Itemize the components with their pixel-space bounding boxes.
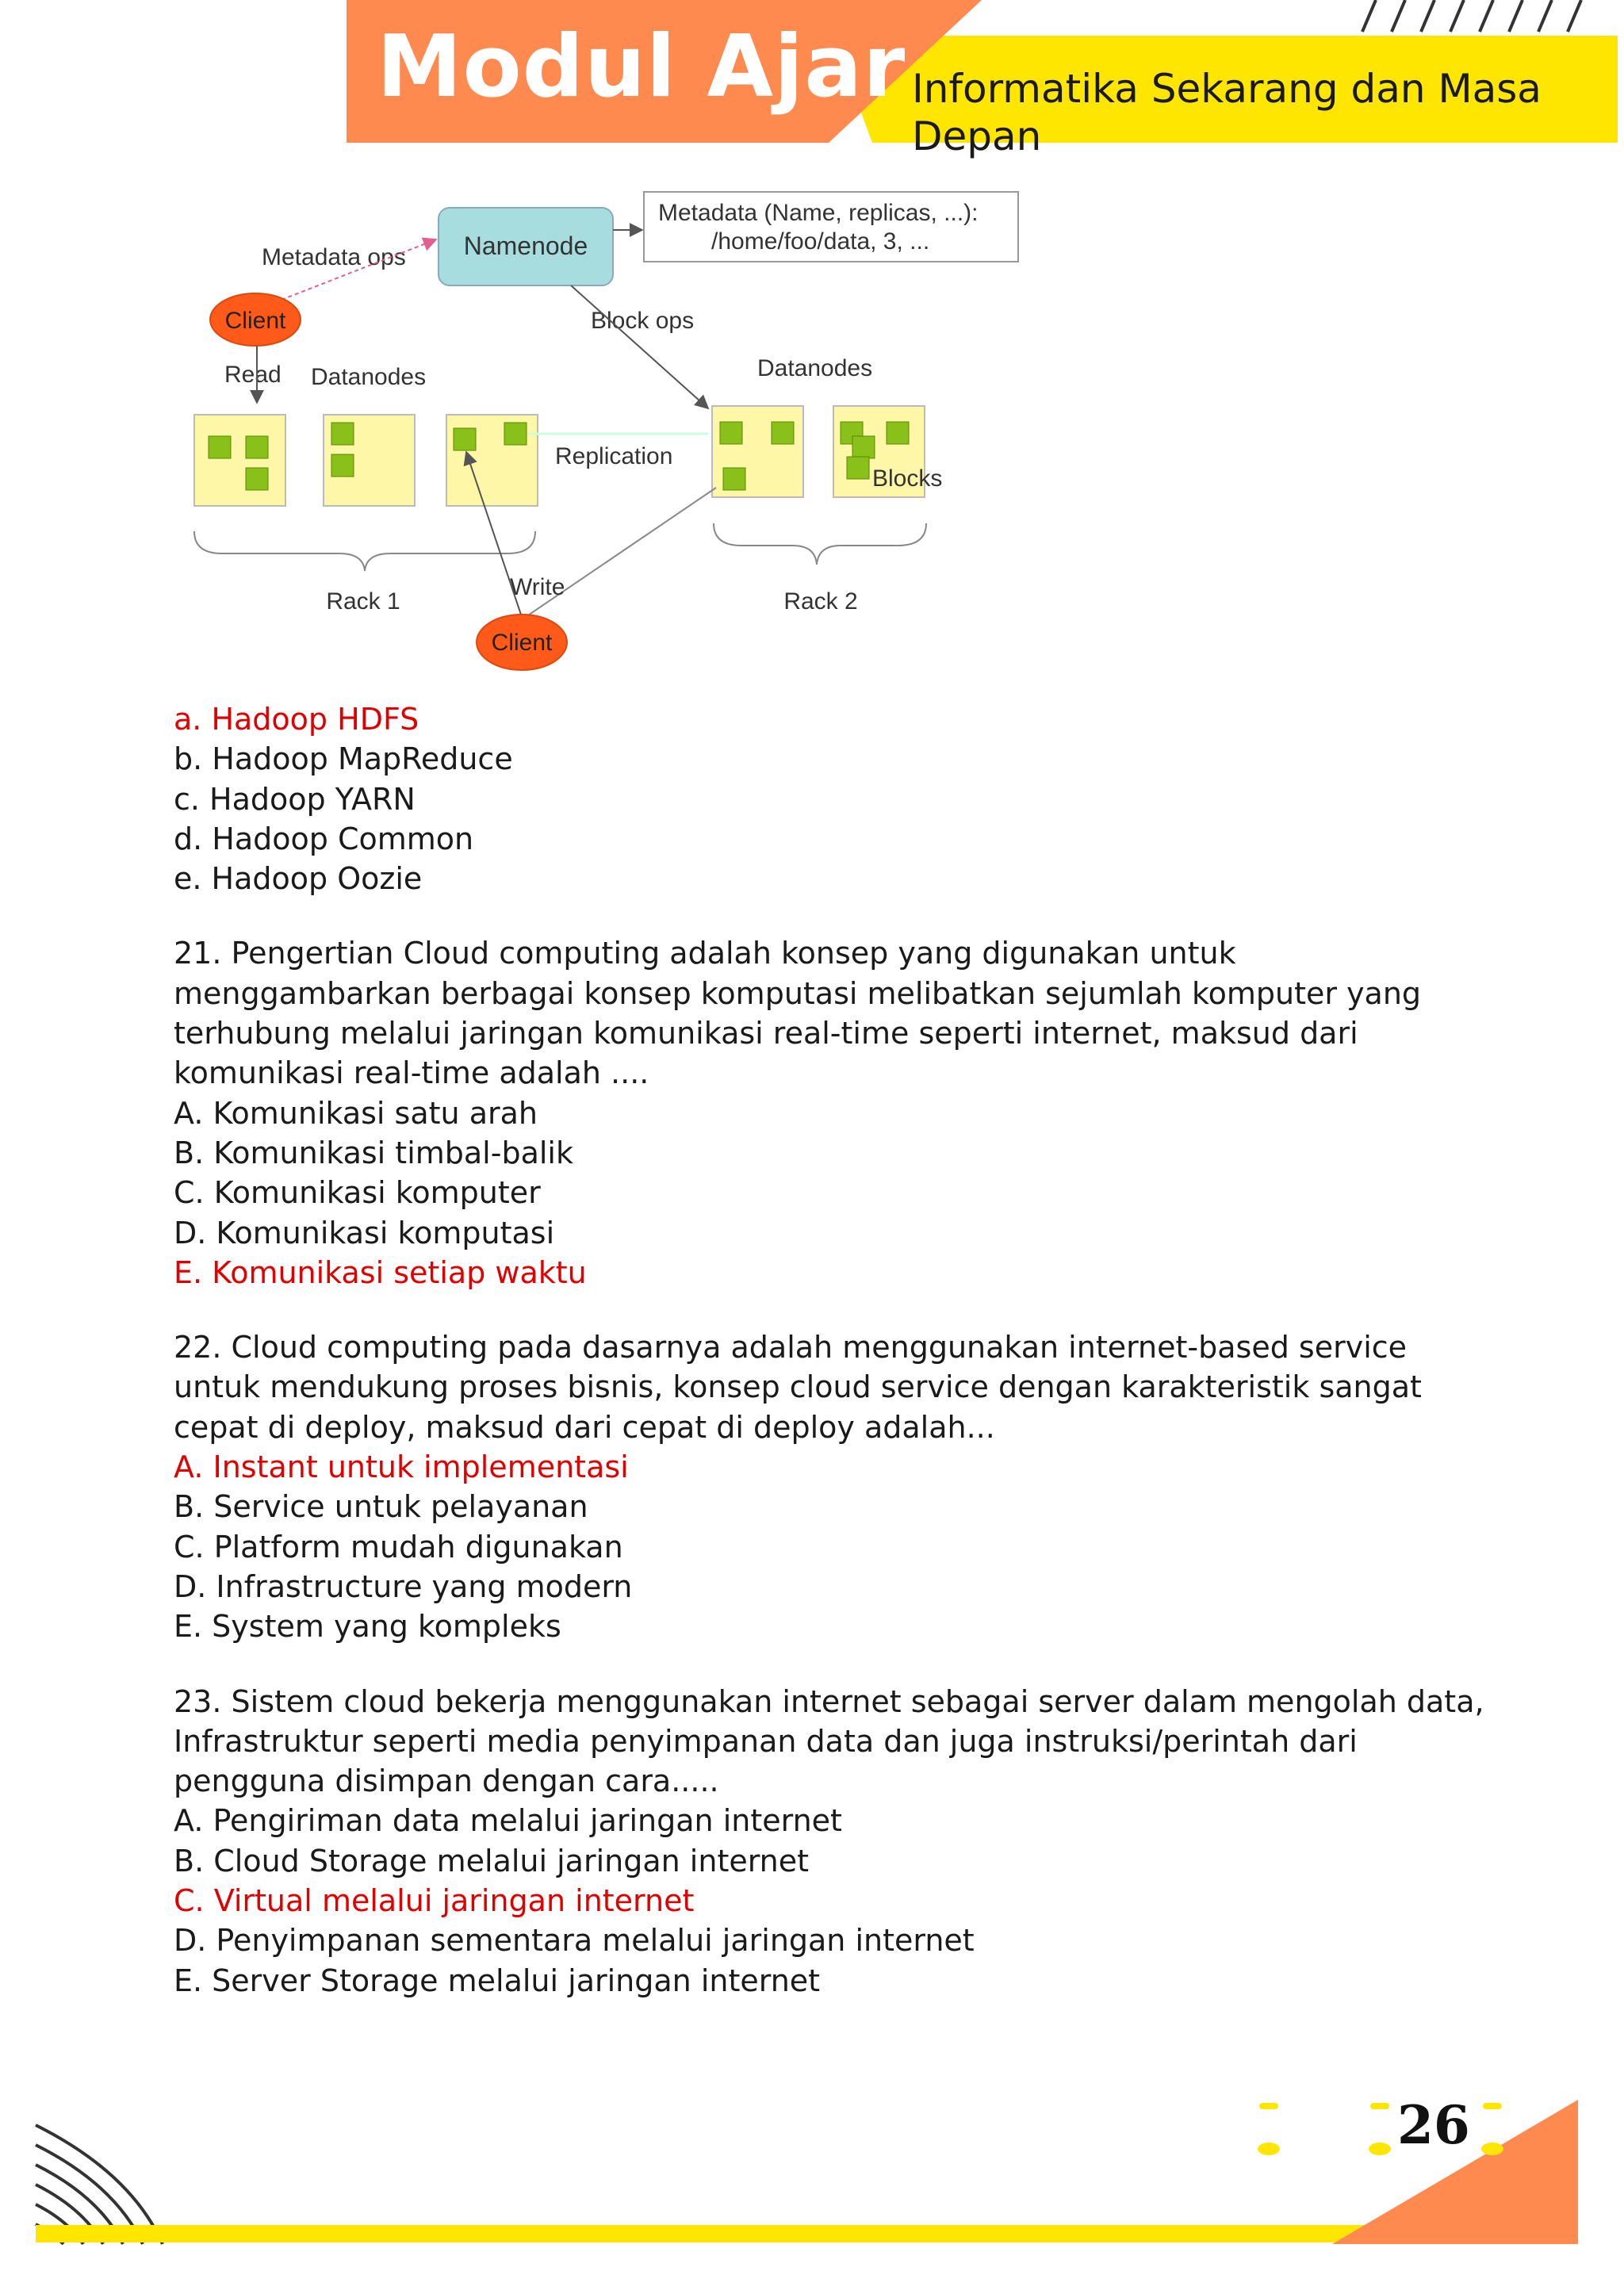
datanodes-right-label: Datanodes (757, 355, 873, 381)
q21-option-c: C. Komunikasi komputer (174, 1175, 541, 1211)
q22-option-b: B. Service untuk pelayanan (174, 1489, 588, 1525)
question-content (174, 699, 1484, 2001)
q23-option-a: A. Pengiriman data melalui jaringan internet (174, 1803, 842, 1839)
q21-option-b: B. Komunikasi timbal-balik (174, 1135, 573, 1170)
q23-option-b: B. Cloud Storage melalui jaringan internet (174, 1843, 810, 1878)
metadata-line1: Metadata (Name, replicas, ...): (658, 200, 979, 226)
hdfs-architecture-diagram (159, 174, 1031, 698)
q22-option-d: D. Infrastructure yang modern (174, 1568, 633, 1604)
q21-question-line: komunikasi real-time adalah .... (174, 1055, 649, 1091)
q22-question-line: untuk mendukung proses bisnis, konsep cloud service dengan karakteristik sangat (174, 1369, 1422, 1405)
q22-option-e: E. System yang kompleks (174, 1609, 561, 1645)
q20-option-a: a. Hadoop HDFS (174, 702, 419, 737)
metadata-ops-label: Metadata ops (262, 244, 406, 270)
module-title: Modul Ajar (377, 17, 906, 117)
rack2-label: Rack 2 (783, 588, 858, 615)
rack1-datanodes (194, 415, 538, 506)
block-ops-label: Block ops (591, 308, 695, 334)
q23-question-line: 23. Sistem cloud bekerja menggunakan internet sebagai server dalam mengolah data, (174, 1683, 1484, 1719)
q21-option-a: A. Komunikasi satu arah (174, 1095, 538, 1131)
q22-question-line: cepat di deploy, maksud dari cepat di deploy adalah... (174, 1409, 995, 1445)
q20-option-e: e. Hadoop Oozie (174, 861, 423, 897)
q22-option-c: C. Platform mudah digunakan (174, 1529, 623, 1564)
page-number: 26 (1397, 2094, 1470, 2156)
replication-label: Replication (555, 443, 673, 469)
q23-question-line: pengguna disimpan dengan cara..... (174, 1764, 719, 1799)
q21-question-line: 21. Pengertian Cloud computing adalah konsep yang digunakan untuk (174, 936, 1236, 971)
metadata-line2: /home/foo/data, 3, ... (711, 228, 930, 255)
rack1-label: Rack 1 (326, 588, 400, 615)
namenode-label: Namenode (463, 232, 588, 260)
datanodes-left-label: Datanodes (311, 364, 427, 390)
q20-option-c: c. Hadoop YARN (174, 781, 416, 817)
q21-option-e: E. Komunikasi setiap waktu (174, 1254, 587, 1290)
footer-decoration (0, 2062, 1624, 2294)
q21-question-line: menggambarkan berbagai konsep komputasi melibatkan sejumlah komputer yang (174, 975, 1422, 1011)
q20-option-b: b. Hadoop MapReduce (174, 741, 513, 777)
read-label: Read (224, 362, 282, 388)
client-top-label: Client (224, 308, 286, 334)
q23-question-line: Infrastruktur seperti media penyimpanan data dan juga instruksi/perintah dari (174, 1723, 1358, 1759)
q20-options (174, 699, 1411, 898)
client-bottom-label: Client (491, 630, 553, 656)
q21-block (174, 933, 1422, 1293)
decorative-stripes (1362, 0, 1581, 32)
q22-question-line: 22. Cloud computing pada dasarnya adalah menggunakan internet-based service (174, 1330, 1408, 1365)
blocks-label: Blocks (872, 465, 943, 492)
q23-option-e: E. Server Storage melalui jaringan internet (174, 1963, 821, 1998)
q20-option-d: d. Hadoop Common (174, 821, 474, 856)
write-label: Write (510, 574, 565, 600)
q22-block (174, 1327, 1422, 1646)
q21-option-d: D. Komunikasi komputasi (174, 1215, 555, 1250)
q23-block (174, 1682, 1484, 2001)
q22-option-a: A. Instant untuk implementasi (174, 1450, 629, 1485)
q23-option-d: D. Penyimpanan sementara melalui jaringan internet (174, 1923, 975, 1959)
q21-question-line: terhubung melalui jaringan komunikasi real-time seperti internet, maksud dari (174, 1016, 1358, 1051)
module-subtitle: Informatika Sekarang dan Masa Depan (912, 66, 1542, 159)
q23-option-c: C. Virtual melalui jaringan internet (174, 1883, 695, 1919)
